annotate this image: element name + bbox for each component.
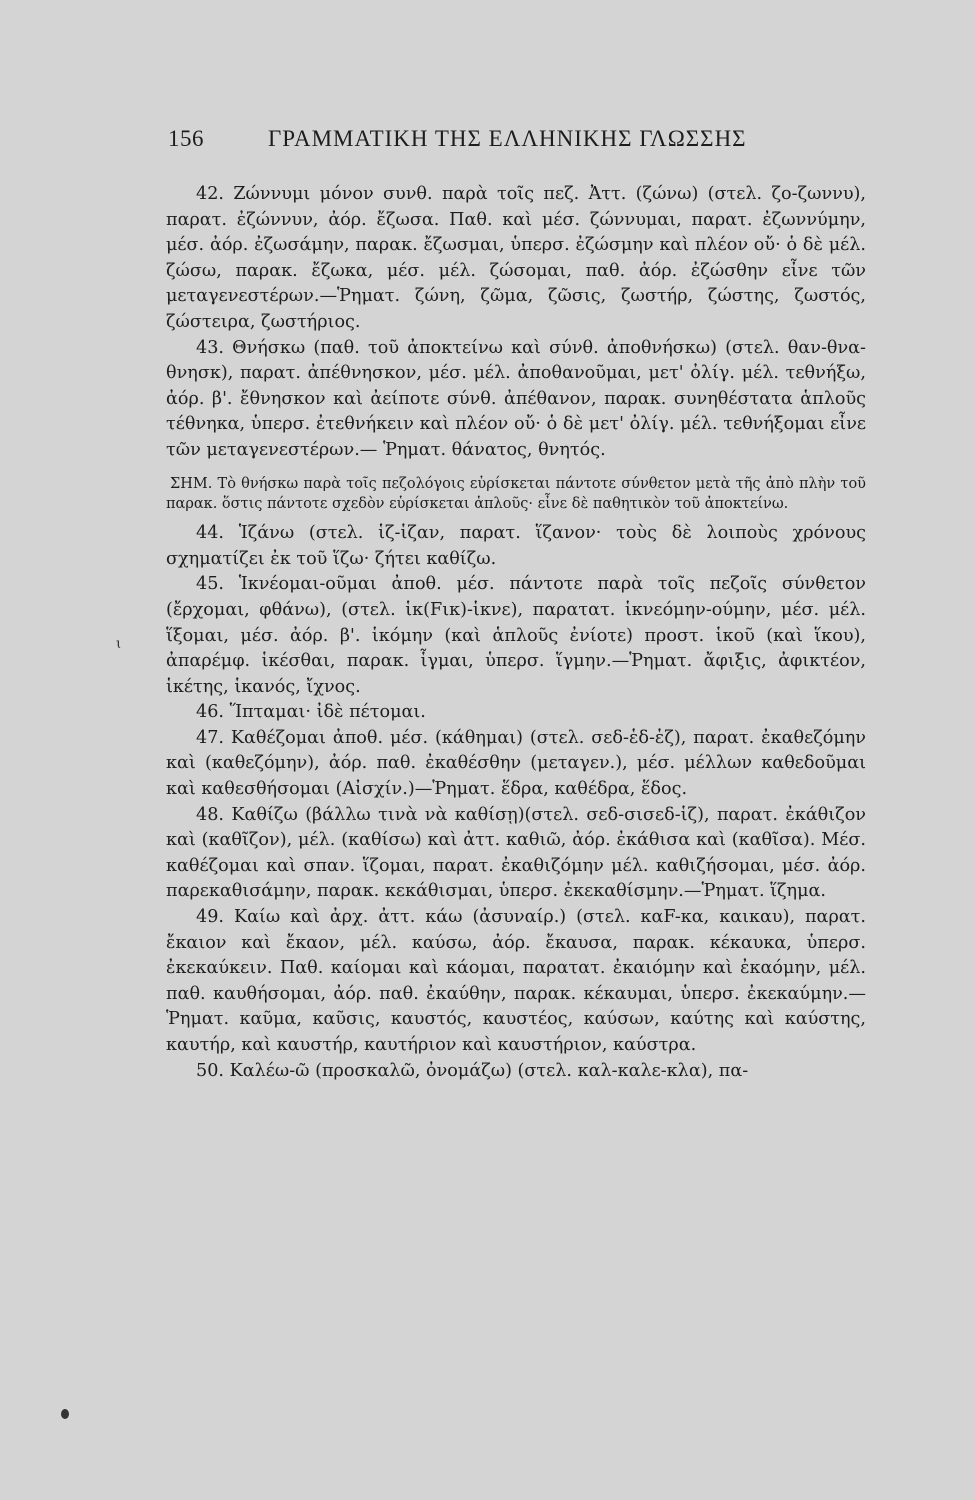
- page-number: 156: [168, 126, 204, 151]
- ink-blot: [61, 1409, 69, 1419]
- entry-50: 50. Καλέω-ῶ (προσκαλῶ, ὀνομάζω) (στελ. καλ-καλε-κλα), πα-: [196, 1060, 749, 1081]
- entry-46: 46. Ἵπταμαι· ἰδὲ πέτομαι.: [196, 702, 426, 723]
- note-paragraph: ΣΗΜ. Τὸ θνήσκω παρὰ τοῖς πεζολόγοις εὑρίσκεται πάντοτε σύνθετον μετὰ τῆς ἀπὸ πλὴν τοῦ παρακ. ὅστις πάντοτε σχεδὸν εὑρίσκεται ἁπλοῦς· εἶνε δὲ παθητικὸν τοῦ ἀποκτείνω.: [166, 475, 866, 513]
- entry-43: 43. Θνήσκω (παθ. τοῦ ἀποκτείνω καὶ σύνθ. ἀποθνήσκω) (στελ. θαν-θνα-θνησκ), παρατ. ἀπέθνησκον, μέσ. μέλ. ἀποθανοῦμαι, μετ' ὀλίγ. μέλ. τεθνήξω, ἀόρ. β'. ἔθνησκον καὶ ἀείποτε σύνθ. ἀπέθανον, παρακ. συνηθέστατα ἁπλοῦς τέθνηκα, ὑπερσ. ἐτεθνήκειν καὶ πλέον οὔ· ὁ δὲ μετ' ὀλίγ. μέλ. τεθνήξομαι εἶνε τῶν μεταγενεστέρων.— Ῥηματ. θάνατος, θνητός.: [166, 337, 866, 460]
- entry-44: 44. Ἱζάνω (στελ. ἱζ-ἱζαν, παρατ. ἵζανον· τοὺς δὲ λοιποὺς χρόνους σχηματίζει ἐκ τοῦ ἵζω· ζήτει καθίζω.: [166, 523, 866, 569]
- margin-mark: ɩ: [116, 636, 122, 652]
- entry-47: 47. Καθέζομαι ἀποθ. μέσ. (κάθημαι) (στελ. σεδ-ἑδ-ἑζ), παρατ. ἐκαθεζόμην καὶ (καθεζόμην), ἀόρ. παθ. ἐκαθέσθην (μεταγεν.), μέσ. μέλλων καθεδοῦμαι καὶ καθεσθήσομαι (Αἰσχίν.)—Ῥηματ. ἕδρα, καθέδρα, ἕδος.: [166, 727, 866, 800]
- running-header: [168, 126, 808, 152]
- entry-49: 49. Καίω καὶ ἀρχ. ἀττ. κάω (ἀσυναίρ.) (στελ. καF-κα, καικαυ), παρατ. ἔκαιον καὶ ἔκαον, μέλ. καύσω, ἀόρ. ἔκαυσα, παρακ. κέκαυκα, ὑπερσ. ἐκεκαύκειν. Παθ. καίομαι καὶ κάομαι, παρατατ. ἐκαιόμην καὶ ἐκαόμην, μέλ. παθ. καυθήσομαι, ἀόρ. παθ. ἐκαύθην, παρακ. κέκαυμαι, ὑπερσ. ἐκεκαύμην.— Ῥηματ. καῦμα, καῦσις, καυστός, καυστέος, καύσων, καύτης καὶ καύστης, καυτήρ, καὶ καυστήρ, καυτήριον καὶ καυστήριον, καύστρα.: [166, 907, 866, 1055]
- entry-42: 42. Ζώννυμι μόνον συνθ. παρὰ τοῖς πεζ. Ἀττ. (ζώνω) (στελ. ζο-ζωννυ), παρατ. ἐζώννυν, ἀόρ. ἔζωσα. Παθ. καὶ μέσ. ζώννυμαι, παρατ. ἐζωννύμην, μέσ. ἀόρ. ἐζωσάμην, παρακ. ἔζωσμαι, ὑπερσ. ἐζώσμην καὶ πλέον οὔ· ὁ δὲ μέλ. ζώσω, παρακ. ἔζωκα, μέσ. μέλ. ζώσομαι, παθ. ἀόρ. ἐζώσθην εἶνε τῶν μεταγενεστέρων.—Ῥηματ. ζώνη, ζῶμα, ζῶσις, ζωστήρ, ζώστης, ζωστός, ζώστειρα, ζωστήριος.: [166, 184, 866, 332]
- page-body: [166, 182, 866, 1084]
- running-title: ΓΡΑΜΜΑΤΙΚΗ ΤΗΣ ΕΛΛΗΝΙΚΗΣ ΓΛΩΣΣΗΣ: [268, 126, 747, 151]
- entry-48: 48. Καθίζω (βάλλω τινὰ νὰ καθίσῃ)(στελ. σεδ-σισεδ-ἱζ), παρατ. ἐκάθιζον καὶ (καθῖζον), μέλ. (καθίσω) καὶ ἀττ. καθιῶ, ἀόρ. ἐκάθισα καὶ (καθῖσα). Μέσ. καθέζομαι καὶ σπαν. ἵζομαι, παρατ. ἐκαθιζόμην μέλ. καθιζήσομαι, μέσ. ἀόρ. παρεκαθισάμην, παρακ. κεκάθισμαι, ὑπερσ. ἐκεκαθίσμην.—Ῥηματ. ἵζημα.: [166, 804, 866, 902]
- entry-45: 45. Ἱκνέομαι-οῦμαι ἀποθ. μέσ. πάντοτε παρὰ τοῖς πεζοῖς σύνθετον (ἔρχομαι, φθάνω), (στελ. ἱκ(Fικ)-ἱκνε), παρατατ. ἱκνεόμην-ούμην, μέσ. μέλ. ἵξομαι, μέσ. ἀόρ. β'. ἱκόμην (καὶ ἁπλοῦς ἐνίοτε) προστ. ἱκοῦ (καὶ ἵκου), ἀπαρέμφ. ἱκέσθαι, παρακ. ἷγμαι, ὑπερσ. ἵγμην.—Ῥηματ. ἄφιξις, ἀφικτέον, ἱκέτης, ἱκανός, ἴχνος.: [166, 574, 866, 697]
